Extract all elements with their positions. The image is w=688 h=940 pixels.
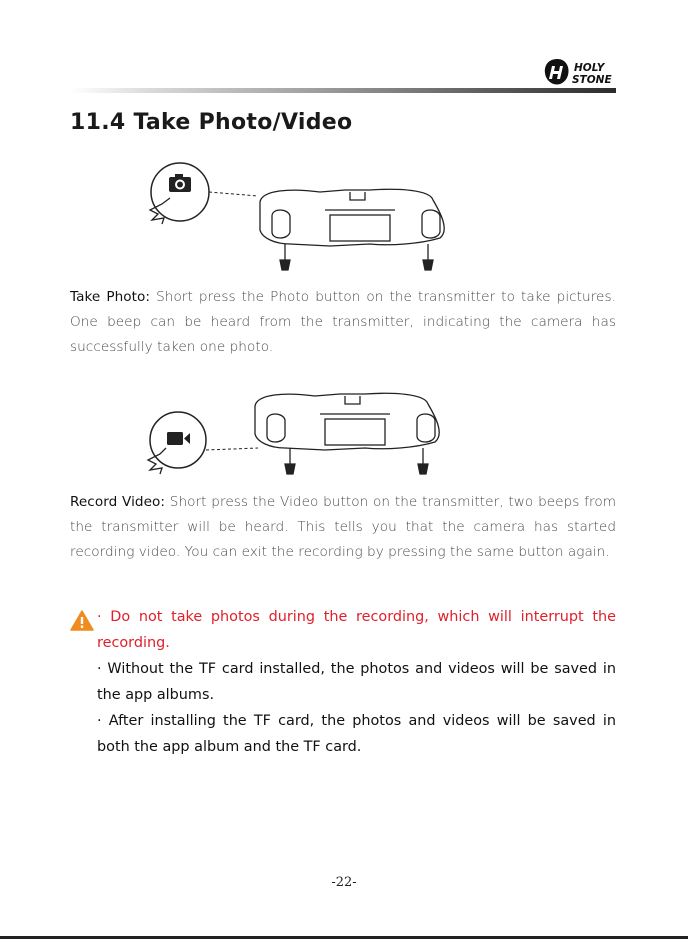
page-number: -22-: [331, 875, 357, 890]
logo-brand-line1: HOLY: [574, 62, 605, 74]
warning-triangle-icon: [70, 610, 94, 631]
header-rule: [70, 88, 616, 93]
drone-front-view: [255, 393, 439, 474]
photo-button-figure: [140, 160, 480, 280]
notes-block: [70, 604, 616, 760]
record-video-label: Record Video:: [70, 494, 166, 510]
note-with-tf-card: · After installing the TF card, the photos and videos will be saved in both the app album and the TF card.: [97, 713, 616, 755]
video-button-figure: [140, 378, 480, 488]
holy-stone-logo: [543, 57, 617, 87]
record-video-paragraph: [70, 490, 616, 565]
logo-brand-line2: STONE: [572, 74, 612, 86]
take-photo-paragraph: [70, 285, 616, 360]
take-photo-text: Short press the Photo button on the transmitter to take pictures. One beep can be heard from the transmitter, indicating the camera has successfully taken one photo.: [70, 289, 616, 355]
holy-stone-logo-icon: [545, 59, 569, 84]
take-photo-label: Take Photo:: [70, 289, 151, 305]
record-video-text: Short press the Video button on the transmitter, two beeps from the transmitter will be heard. This tells you that the camera has started recording video. You can exit the recording by pressing the same button again.: [70, 494, 616, 560]
note-no-photo-during-recording: · Do not take photos during the recording, which will interrupt the recording.: [97, 609, 616, 651]
section-title: 11.4 Take Photo/Video: [70, 110, 353, 135]
note-without-tf-card: · Without the TF card installed, the photos and videos will be saved in the app albums.: [97, 661, 616, 703]
bottom-rule: [0, 936, 688, 939]
drone-front-view: [260, 189, 444, 270]
